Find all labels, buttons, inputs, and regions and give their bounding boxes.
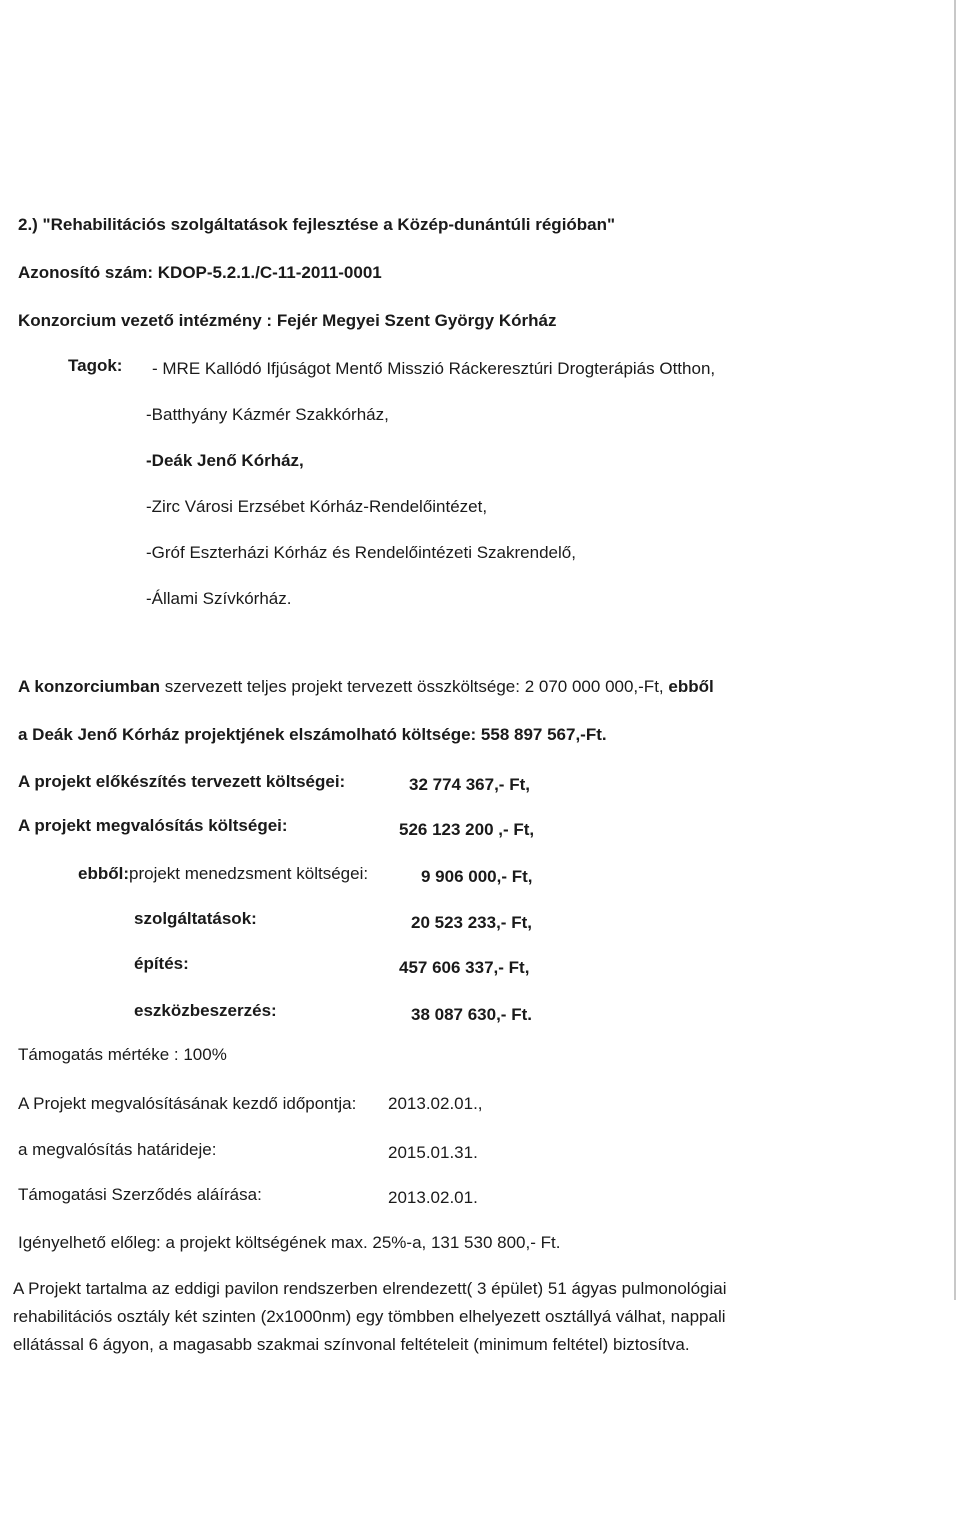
- equipment-label: eszközbeszerzés:: [134, 1001, 277, 1020]
- deadline-label: a megvalósítás határideje:: [18, 1140, 217, 1159]
- support-rate: Támogatás mértéke : 100%: [18, 1045, 227, 1064]
- start-date-value: 2013.02.01.,: [388, 1094, 483, 1113]
- mgmt-cost-prefix: ebből:: [78, 864, 129, 883]
- content-line: rehabilitációs osztály két szinten (2x1000nm) egy tömbben elhelyezett osztállyá válhat, nappali: [13, 1307, 726, 1326]
- total-cost-text: szervezett teljes projekt tervezett összköltsége: 2 070 000 000,-Ft,: [160, 677, 669, 696]
- content-line: ellátással 6 ágyon, a magasabb szakmai színvonal feltételeit (minimum feltétel) biztosítva.: [13, 1335, 690, 1354]
- member-item: -Batthyány Kázmér Szakkórház,: [146, 405, 389, 424]
- consortium-lead: Konzorcium vezető intézmény : Fejér Megyei Szent György Kórház: [18, 311, 557, 330]
- member-item: -Gróf Eszterházi Kórház és Rendelőintézeti Szakrendelő,: [146, 543, 576, 562]
- total-cost-lead: A konzorciumban: [18, 677, 160, 696]
- deak-cost-line: a Deák Jenő Kórház projektjének elszámolható költsége: 558 897 567,-Ft.: [18, 725, 607, 744]
- construction-label: építés:: [134, 954, 189, 973]
- impl-cost-value: 526 123 200 ,- Ft,: [399, 820, 535, 839]
- mgmt-cost-text: projekt menedzsment költségei:: [129, 864, 369, 883]
- start-date-label: A Projekt megvalósításának kezdő időpontja:: [18, 1094, 357, 1113]
- member-item: - MRE Kallódó Ifjúságot Mentő Misszió Ráckeresztúri Drogterápiás Otthon,: [152, 359, 716, 378]
- content-line: A Projekt tartalma az eddigi pavilon rendszerben elrendezett( 3 épület) 51 ágyas pulmonológiai: [13, 1279, 727, 1298]
- scan-edge-line: [954, 0, 956, 1300]
- mgmt-cost-label: [78, 863, 368, 885]
- total-cost-tail: ebből: [668, 677, 714, 696]
- member-item: -Állami Szívkórház.: [146, 589, 292, 608]
- impl-cost-label: A projekt megvalósítás költségei:: [18, 816, 288, 835]
- project-title: 2.) "Rehabilitációs szolgáltatások fejlesztése a Közép-dunántúli régióban": [18, 215, 616, 234]
- construction-value: 457 606 337,- Ft,: [399, 958, 530, 977]
- advance-line: Igényelhető előleg: a projekt költségének max. 25%-a, 131 530 800,- Ft.: [18, 1233, 561, 1252]
- contract-value: 2013.02.01.: [388, 1188, 478, 1207]
- member-item: -Deák Jenő Kórház,: [146, 451, 304, 470]
- deadline-value: 2015.01.31.: [388, 1143, 478, 1162]
- services-label: szolgáltatások:: [134, 909, 257, 928]
- prep-cost-value: 32 774 367,- Ft,: [409, 775, 530, 794]
- prep-cost-label: A projekt előkészítés tervezett költségei:: [18, 772, 346, 791]
- project-id: Azonosító szám: KDOP-5.2.1./C-11-2011-0001: [18, 263, 382, 282]
- contract-label: Támogatási Szerződés aláírása:: [18, 1185, 262, 1204]
- mgmt-cost-value: 9 906 000,- Ft,: [421, 867, 533, 886]
- member-item: -Zirc Városi Erzsébet Kórház-Rendelőintézet,: [146, 497, 488, 516]
- total-cost-line: [18, 676, 714, 698]
- members-label: Tagok:: [68, 356, 123, 375]
- services-value: 20 523 233,- Ft,: [411, 913, 532, 932]
- equipment-value: 38 087 630,- Ft.: [411, 1005, 532, 1024]
